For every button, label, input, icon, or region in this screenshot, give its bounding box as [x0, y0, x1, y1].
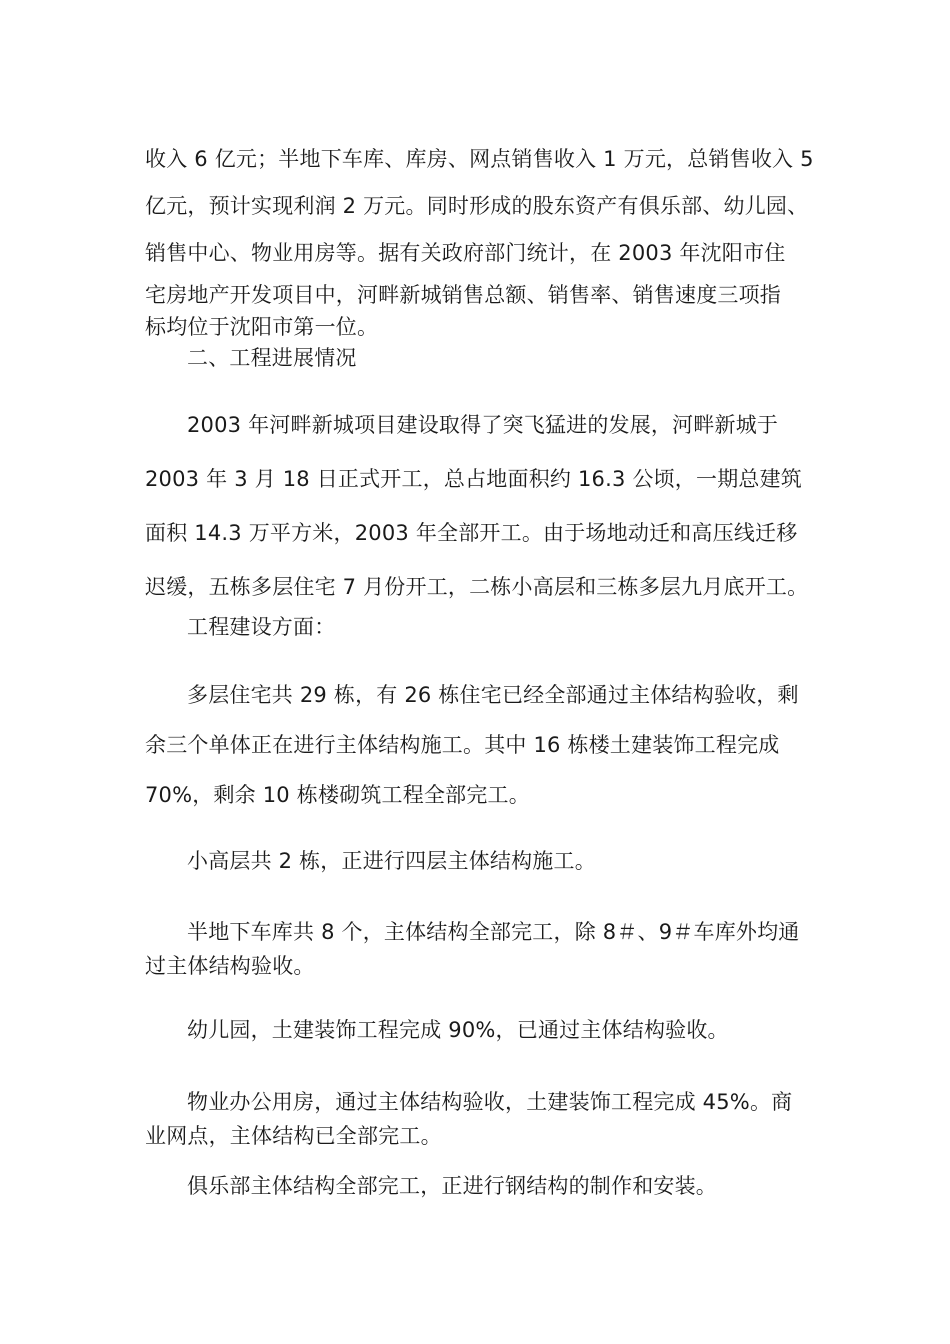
text-line: 物业办公用房，通过主体结构验收，土建装饰工程完成 45%。商: [187, 1090, 793, 1114]
text-line: 幼儿园，土建装饰工程完成 90%，已通过主体结构验收。: [187, 1018, 729, 1042]
paragraph-high-rise: [145, 847, 857, 875]
paragraph-property-office: [145, 1087, 815, 1151]
paragraph-garage: [145, 917, 815, 981]
text-line: 小高层共 2 栋，正进行四层主体结构施工。: [187, 849, 596, 873]
text-line: 销售中心、物业用房等。据有关政府部门统计，在 2003 年沈阳市住: [145, 241, 786, 265]
paragraph-kindergarten: [145, 1016, 857, 1044]
heading-text: 二、工程进展情况: [187, 346, 357, 370]
text-line: 多层住宅共 29 栋，有 26 栋住宅已经全部通过主体结构验收，剩: [187, 683, 799, 707]
subheading-text: 工程建设方面：: [187, 615, 336, 639]
text-line: 过主体结构验收。: [145, 954, 315, 978]
paragraph-multistory: [145, 670, 815, 820]
text-line: 2003 年河畔新城项目建设取得了突飞猛进的发展，河畔新城于: [187, 413, 779, 437]
text-line: 余三个单体正在进行主体结构施工。其中 16 栋楼土建装饰工程完成: [145, 733, 780, 757]
text-line: 宅房地产开发项目中，河畔新城销售总额、销售率、销售速度三项指: [145, 283, 781, 307]
subheading: [145, 613, 857, 641]
paragraph-progress: [145, 398, 815, 614]
text-line: 业网点，主体结构已全部完工。: [145, 1124, 442, 1148]
text-line: 迟缓，五栋多层住宅 7 月份开工，二栋小高层和三栋多层九月底开工。: [145, 575, 809, 599]
text-line: 半地下车库共 8 个，主体结构全部完工，除 8＃、9＃车库外均通: [187, 920, 800, 944]
text-line: 2003 年 3 月 18 日正式开工，总占地面积约 16.3 公顷，一期总建筑: [145, 467, 803, 491]
text-line: 俱乐部主体结构全部完工，正进行钢结构的制作和安装。: [187, 1174, 717, 1198]
paragraph-club: [145, 1172, 857, 1200]
text-line: 面积 14.3 万平方米，2003 年全部开工。由于场地动迁和高压线迁移: [145, 521, 798, 545]
section-heading: [145, 344, 857, 372]
text-line: 亿元，预计实现利润 2 万元。同时形成的股东资产有俱乐部、幼儿园、: [145, 194, 809, 218]
text-line: 70%，剩余 10 栋楼砌筑工程全部完工。: [145, 783, 530, 807]
text-line: 收入 6 亿元；半地下车库、库房、网点销售收入 1 万元，总销售收入 5: [145, 147, 814, 171]
text-line: 标均位于沈阳市第一位。: [145, 315, 379, 339]
paragraph-sales-summary: [145, 136, 815, 341]
